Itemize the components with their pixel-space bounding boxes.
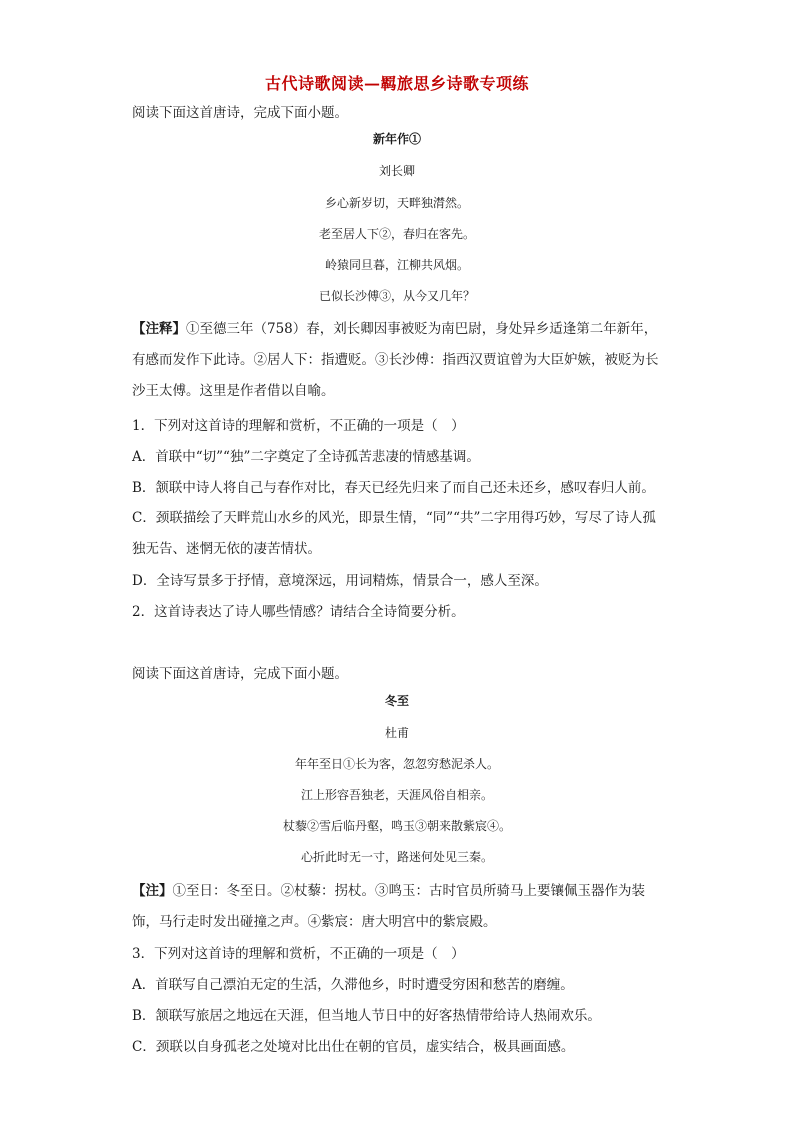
poem1-line-1: 乡心新岁切，天畔独潸然。 — [324, 196, 469, 210]
poem2-note — [132, 876, 664, 938]
poem2-line-1: 年年至日①长为客，忽忽穷愁泥杀人。 — [294, 757, 499, 771]
q3-option-c: C．颈联以自身孤老之处境对比出仕在朝的官员，虚实结合，极具画面感。 — [132, 1039, 575, 1055]
poem1-line-3: 岭猿同旦暮，江柳共风烟。 — [324, 258, 469, 272]
poem2-author: 杜甫 — [384, 726, 409, 740]
poem2-title: 冬至 — [384, 694, 409, 708]
poem2-note-text: ①至日：冬至日。②杖藜：拐杖。③鸣玉：古时官员所骑马上要镶佩玉器作为装饰，马行走时发出碰撞之声。④紫宸：唐大明宫中的紫宸殿。 — [132, 883, 645, 930]
section1-intro: 阅读下面这首唐诗，完成下面小题。 — [132, 105, 348, 121]
poem1-note-label: 【注释】 — [132, 321, 186, 337]
q3-option-a: A．首联写自己漂泊无定的生活，久滞他乡，时时遭受穷困和愁苦的磨缠。 — [132, 977, 574, 993]
poem1-author: 刘长卿 — [378, 164, 415, 178]
q1-option-d: D．全诗写景多于抒情，意境深远，用词精炼，情景合一，感人至深。 — [132, 573, 548, 589]
section2-intro: 阅读下面这首唐诗，完成下面小题。 — [132, 666, 348, 682]
poem1-title: 新年作① — [372, 132, 421, 146]
poem1-line-4: 已似长沙傅③，从今又几年？ — [318, 289, 475, 303]
question-3: 3．下列对这首诗的理解和赏析，不正确的一项是（ ） — [132, 946, 465, 962]
q1-option-b: B．颔联中诗人将自己与春作对比，春天已经先归来了而自己还未还乡，感叹春归人前。 — [132, 480, 655, 496]
question-1: 1．下列对这首诗的理解和赏析，不正确的一项是（ ） — [132, 418, 465, 434]
poem2-note-label: 【注】 — [132, 883, 173, 899]
poem2-line-2: 江上形容吾独老，天涯风俗自相亲。 — [300, 788, 493, 802]
document-title: 古代诗歌阅读—羁旅思乡诗歌专项练 — [264, 74, 529, 93]
q1-option-c: C．颈联描绘了天畔荒山水乡的风光，即景生情，“同”“共”二字用得巧妙，写尽了诗人孤独无告、迷惘无依的凄苦情状。 — [132, 510, 656, 557]
poem1-note-text: ①至德三年（758）春，刘长卿因事被贬为南巴尉，身处异乡适逢第二年新年，有感而发作下此诗。②居人下：指遭贬。③长沙傅：指西汉贾谊曾为大臣妒嫉，被贬为长沙王太傅。这里是作者借以自喻。 — [132, 321, 659, 399]
poem2-line-4: 心折此时无一寸，路迷何处见三秦。 — [300, 850, 493, 864]
poem1-line-2: 老至居人下②，春归在客先。 — [318, 227, 475, 241]
question-2: 2．这首诗表达了诗人哪些情感？请结合全诗简要分析。 — [132, 604, 465, 620]
q3-option-b: B．颔联写旅居之地远在天涯，但当地人节日中的好客热情带给诗人热闹欢乐。 — [132, 1008, 601, 1024]
q1-option-a: A．首联中“切”“独”二字奠定了全诗孤苦悲凄的情感基调。 — [132, 449, 480, 465]
poem1-note — [132, 314, 664, 407]
poem2-line-3: 杖藜②雪后临丹壑，鸣玉③朝来散紫宸④。 — [282, 819, 511, 833]
